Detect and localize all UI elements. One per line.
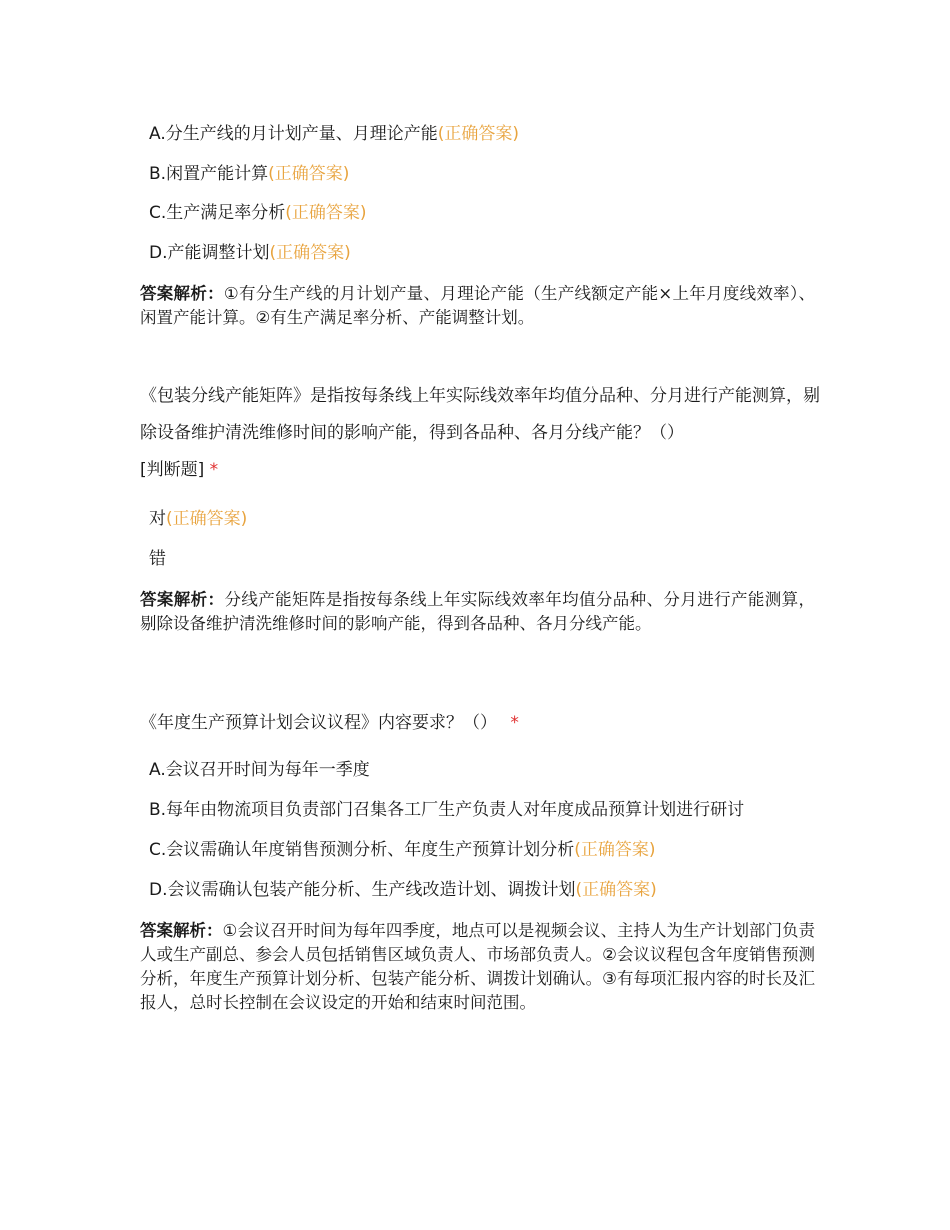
option-text: C.生产满足率分析 (149, 203, 286, 223)
question-text: 《年度生产预算计划会议议程》内容要求？（） (140, 713, 497, 733)
q1-option-c[interactable] (149, 202, 367, 224)
q3-answer-analysis (140, 919, 815, 1015)
option-text: D.会议需确认包装产能分析、生产线改造计划、调拨计划 (149, 880, 576, 900)
analysis-label: 答案解析： (140, 921, 223, 940)
option-text: D.产能调整计划 (149, 243, 270, 263)
option-text: A.分生产线的月计划产量、月理论产能 (149, 124, 438, 144)
option-text: 对 (149, 509, 166, 529)
correct-answer-mark: (正确答案) (268, 164, 350, 184)
q1-answer-analysis (140, 282, 815, 330)
q3-option-d[interactable] (149, 879, 657, 901)
correct-answer-mark: (正确答案) (437, 124, 519, 144)
option-text: B.每年由物流项目负责部门召集各工厂生产负责人对年度成品预算计划进行研讨 (149, 800, 745, 820)
correct-answer-mark: (正确答案) (166, 509, 248, 529)
q2-option-false[interactable] (149, 548, 166, 570)
q3-option-b[interactable] (149, 799, 744, 821)
analysis-text: ①会议召开时间为每年四季度，地点可以是视频会议、主持人为生产计划部门负责人或生产副总、参会人员包括销售区域负责人、市场部负责人。②会议议程包含年度销售预测分析，年度生产预算计划分析、包装产能分析、调拨计划确认。③有每项汇报内容的时长及汇报人，总时长控制在会议设定的开始和结束时间范围。 (140, 921, 816, 1012)
option-text: A.会议召开时间为每年一季度 (149, 760, 370, 780)
option-text: B.闲置产能计算 (149, 164, 269, 184)
analysis-text: ①有分生产线的月计划产量、月理论产能（生产线额定产能×上年月度线效率）、闲置产能计算。②有生产满足率分析、产能调整计划。 (140, 284, 815, 327)
option-text: 错 (149, 549, 166, 569)
required-mark: * (209, 460, 219, 480)
correct-answer-mark: (正确答案) (574, 840, 656, 860)
q1-option-d[interactable] (149, 242, 351, 264)
required-mark: * (510, 713, 519, 733)
q3-question (140, 705, 820, 742)
correct-answer-mark: (正确答案) (285, 203, 367, 223)
q1-option-b[interactable] (149, 163, 349, 185)
analysis-label: 答案解析： (140, 284, 224, 303)
q2-answer-analysis (140, 588, 815, 636)
question-text: 《包装分线产能矩阵》是指按每条线上年实际线效率年均值分品种、分月进行产能测算，剔除设备维护清洗维修时间的影响产能，得到各品种、各月分线产能？（） (140, 386, 820, 443)
q2-option-true[interactable] (149, 508, 247, 530)
question-type: [判断题] (140, 460, 205, 480)
analysis-text: 分线产能矩阵是指按每条线上年实际线效率年均值分品种、分月进行产能测算，剔除设备维护清洗维修时间的影响产能，得到各品种、各月分线产能。 (140, 590, 816, 633)
q3-option-c[interactable] (149, 839, 656, 861)
q2-question (140, 378, 820, 489)
correct-answer-mark: (正确答案) (269, 243, 351, 263)
q1-option-a[interactable] (149, 123, 519, 145)
q3-option-a[interactable] (149, 759, 370, 781)
correct-answer-mark: (正确答案) (575, 880, 657, 900)
analysis-label: 答案解析： (140, 590, 225, 609)
option-text: C.会议需确认年度销售预测分析、年度生产预算计划分析 (149, 840, 575, 860)
